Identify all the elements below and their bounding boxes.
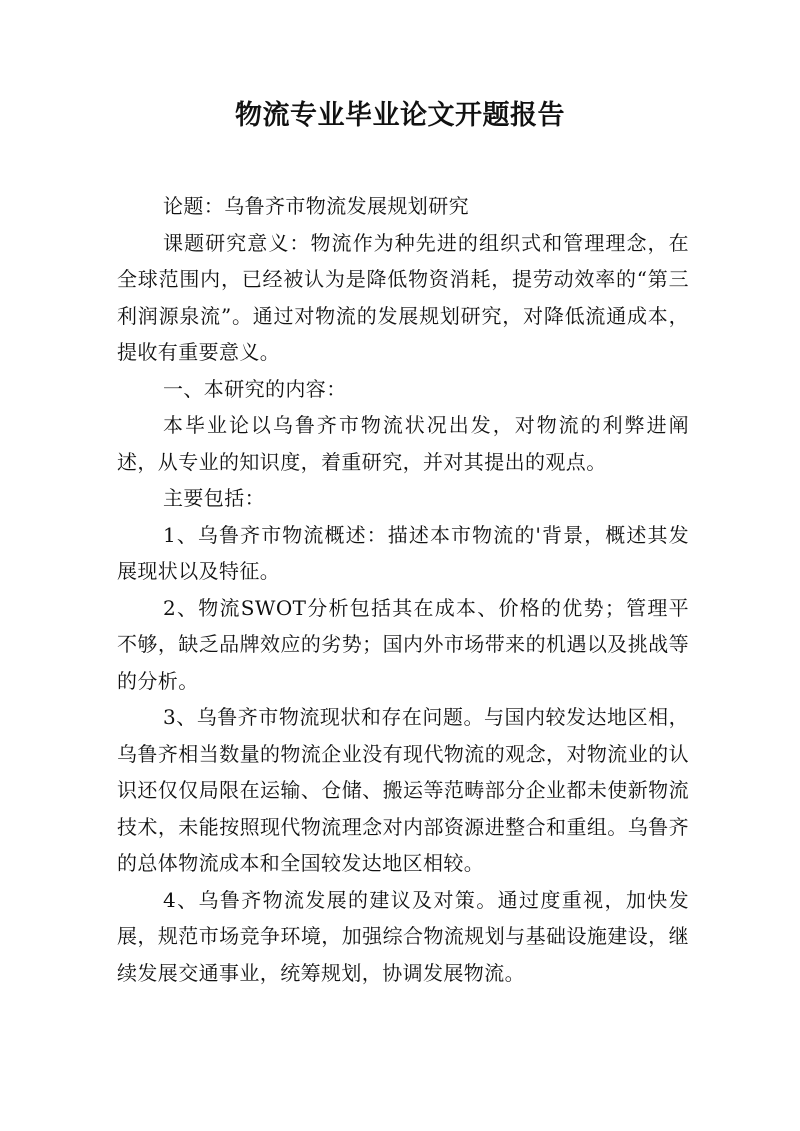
significance-paragraph: 课题研究意义：物流作为种先进的组织式和管理理念，在全球范围内，已经被认为是降低物资消耗，提劳动效率的“第三利润源泉流”。通过对物流的发展规划研究，对降低流通成本，提收有重要意义。 — [117, 230, 689, 364]
item-4-paragraph: 4、乌鲁齐物流发展的建议及对策。通过度重视，加快发展，规范市场竞争环境，加强综合物流规划与基础设施建设，继续发展交通事业，统筹规划，协调发展物流。 — [117, 887, 689, 985]
main-items-heading: 主要包括： — [163, 486, 265, 510]
content-intro-paragraph: 本毕业论以乌鲁齐市物流状况出发，对物流的利弊进阐述，从专业的知识度，着重研究，并对其提出的观点。 — [117, 413, 689, 474]
document-title: 物流专业毕业论文开题报告 — [235, 100, 565, 131]
content-heading: 一、本研究的内容： — [163, 376, 347, 401]
item-1-paragraph: 1、乌鲁齐市物流概述：描述本市物流的'背景，概述其发展现状以及特征。 — [117, 522, 689, 583]
document-body — [117, 188, 689, 991]
item-3-paragraph: 3、乌鲁齐市物流现状和存在问题。与国内较发达地区相，乌鲁齐相当数量的物流企业没有现代物流的观念，对物流业的认识还仅仅局限在运输、仓储、搬运等范畴部分企业都未使新物流技术，未能按照现代物流理念对内部资源进整合和重组。乌鲁齐的总体物流成本和全国较发达地区相较。 — [117, 705, 689, 875]
item-2-paragraph: 2、物流SWOT分析包括其在成本、价格的优势；管理平不够，缺乏品牌效应的劣势；国内外市场带来的机遇以及挑战等的分析。 — [117, 595, 689, 693]
topic-paragraph: 论题：乌鲁齐市物流发展规划研究 — [163, 194, 469, 218]
